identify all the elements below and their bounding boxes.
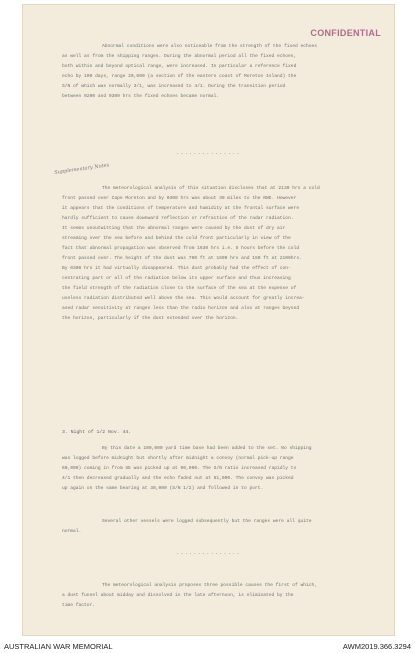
separator-dots: ............... <box>176 550 241 556</box>
text-line: fact that abnormal propagation was observed from 1630 hrs i.e. 5 hours before the cold <box>62 246 300 251</box>
text-line: it appears that the conditions of temperature and humidity at the frontal surface were <box>62 206 300 211</box>
archive-footer <box>0 639 415 653</box>
handwritten-margin-note: Supplementary Notes <box>54 162 110 176</box>
text-line: By this date a 100,000 yard time base had been added to the set. No shipping <box>102 446 312 451</box>
text-line: time factor. <box>62 603 96 608</box>
paragraph-2 <box>62 184 392 324</box>
text-line: 4/1 then decreased gradually and the echo faded out at 61,000. The convoy was picked <box>62 476 294 481</box>
paragraph-3 <box>62 444 392 494</box>
text-line: centrating part or all of the radiation below its upper surface and thus increasing <box>62 276 291 281</box>
text-line: Several other vessels were logged subsequently but the ranges were all quite <box>102 519 312 524</box>
text-line: hardly sufficient to cause downward reflection or refraction of the radar radiation. <box>62 216 294 221</box>
text-line: The meteorological analysis of this situation discloses that at 2130 hrs a cold <box>102 186 320 191</box>
text-line: By 0300 hrs it had virtually disappeared. This dust probably had the effect of con- <box>62 266 291 271</box>
text-line: up again on the same bearing at 30,000 (S/N 1/2) and followed in to port. <box>62 486 264 491</box>
text-line: S/N of which was normally 3/1, was increased to 4/1. During the transition period <box>62 84 286 89</box>
institution-label: AUSTRALIAN WAR MEMORIAL <box>4 642 113 651</box>
text-line: useless radiation distributed well above the sea. This would account for greatly increa- <box>62 296 305 301</box>
paragraph-5 <box>62 581 392 611</box>
text-line: The meteorological analysis proposes three possible causes the first of which, <box>102 583 318 588</box>
text-line: was logged before midnight but shortly after midnight a convoy (normal pick-up range <box>62 456 294 461</box>
text-line: the field strength of the radiation close to the surface of the sea at the expense of <box>62 286 297 291</box>
catalogue-number: AWM2019.366.3294 <box>342 642 411 651</box>
text-line: the horizon, particularly if the dust extended over the horizon. <box>62 316 239 321</box>
paragraph-4 <box>62 517 392 537</box>
text-line: as well as from the shipping ranges. During the abnormal period all the fixed echoes, <box>62 54 297 59</box>
text-line: front passed over. The height of the dust was 700 ft at 1600 hrs and 150 ft at 2100hrs. <box>62 256 302 261</box>
text-line: both within and beyond optical range, were increased. In particular a reference fixed <box>62 64 297 69</box>
text-line: 60,000) coming in from SE was picked up at 90,000. The S/N ratio increased rapidly to <box>62 466 297 471</box>
text-line: ased radar sensitivity at ranges less than the radio horizon and also at ranges beyond <box>62 306 300 311</box>
text-line: a dust funnel about midday and dissolved in the late afternoon, is eliminated by the <box>62 593 294 598</box>
confidential-stamp: CONFIDENTIAL <box>310 28 381 38</box>
paragraph-1 <box>62 42 392 102</box>
text-line: It seems unoutwitting that the abnormal ranges were caused by the dust of dry air <box>62 226 286 231</box>
text-line: Abnormal conditions were also noticeable from the strength of the fixed echoes <box>102 44 318 49</box>
text-line: between 0200 and 0300 hrs the fixed echoes became normal. <box>62 94 220 99</box>
text-line: streaming over the sea before and behind the cold front particularly in view of the <box>62 236 291 241</box>
text-line: front passed over Cape Moreton and by 0300 hrs was about 30 miles to the NNE. However <box>62 196 297 201</box>
document-page <box>22 4 395 636</box>
text-line: normal. <box>62 529 82 534</box>
text-line: echo by 100 days, range 20,000 (a section of the eastern coast of Moreton Island) the <box>62 74 297 79</box>
separator-dots: ............... <box>176 150 241 156</box>
section-heading: 3. Night of 1/2 Nov. 44. <box>62 430 132 435</box>
